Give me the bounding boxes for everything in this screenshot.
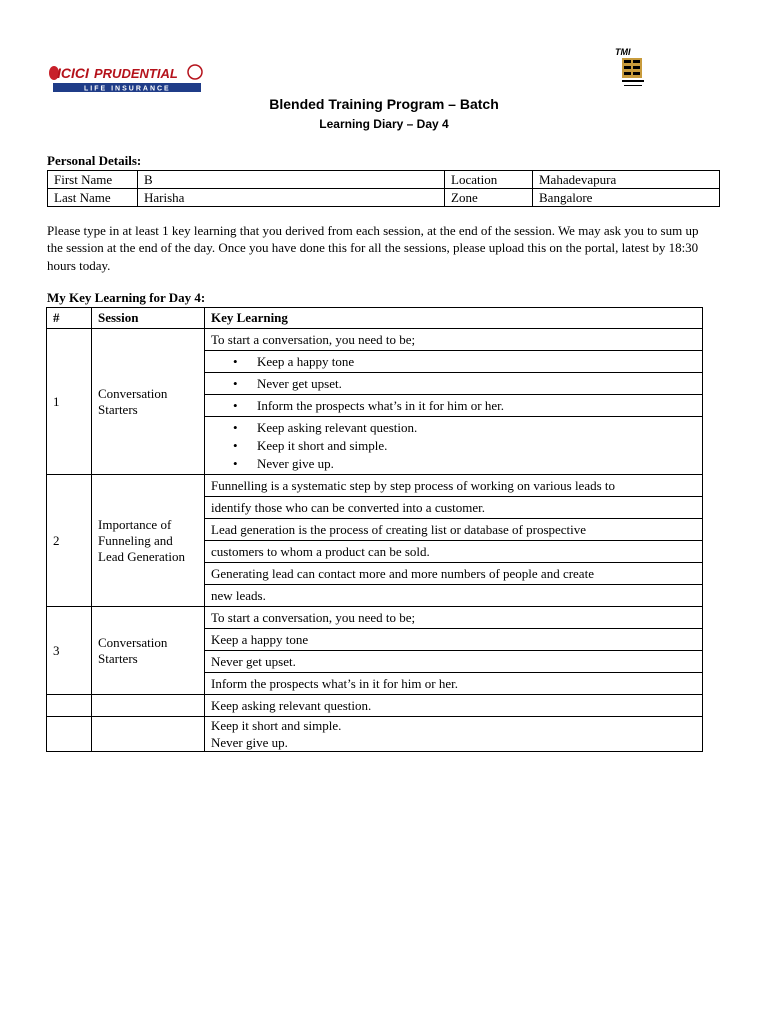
session-row bbox=[47, 607, 703, 629]
bullet-item: • Never give up. bbox=[211, 455, 696, 473]
key-learning-table bbox=[46, 307, 703, 752]
bullet-item: • Never get upset. bbox=[211, 375, 696, 393]
last-name-value: Harisha bbox=[138, 189, 445, 207]
icici-prudential-logo bbox=[44, 62, 208, 96]
empty-cell bbox=[92, 717, 205, 752]
key-learning-cell bbox=[205, 351, 703, 373]
session-number: 2 bbox=[47, 475, 92, 607]
session-name: Conversation Starters bbox=[92, 329, 205, 475]
zone-label: Zone bbox=[445, 189, 533, 207]
location-value: Mahadevapura bbox=[533, 171, 720, 189]
last-name-label: Last Name bbox=[48, 189, 138, 207]
key-learning-cell bbox=[205, 373, 703, 395]
key-learning-cell: identify those who can be converted into a customer. bbox=[205, 497, 703, 519]
session-row bbox=[47, 475, 703, 497]
bullet-item: • Keep asking relevant question. bbox=[211, 419, 696, 437]
key-learning-cell bbox=[205, 417, 703, 475]
first-name-label: First Name bbox=[48, 171, 138, 189]
svg-text:ICICI: ICICI bbox=[57, 65, 89, 81]
instructions-paragraph: Please type in at least 1 key learning that you derived from each session, at the end of the session. We may ask you to sum up the session at the end of the day. Once you have done this for all the sessions, please upload this on the portal, latest by 18:30 hours today. bbox=[47, 223, 699, 273]
location-label: Location bbox=[445, 171, 533, 189]
personal-details-label: Personal Details: bbox=[47, 153, 142, 168]
document-subtitle: Learning Diary – Day 4 bbox=[319, 117, 449, 131]
empty-cell bbox=[47, 717, 92, 752]
key-learning-cell: Generating lead can contact more and more numbers of people and create bbox=[205, 563, 703, 585]
zone-value: Bangalore bbox=[533, 189, 720, 207]
extra-row bbox=[47, 717, 703, 752]
session-name: Importance of Funneling and Lead Generation bbox=[92, 475, 205, 607]
key-learning-label: My Key Learning for Day 4: bbox=[47, 290, 206, 305]
svg-text:TMI: TMI bbox=[615, 47, 631, 57]
key-learning-cell: Keep a happy tone bbox=[205, 629, 703, 651]
empty-cell bbox=[47, 695, 92, 717]
bullet-item: • Inform the prospects what’s in it for him or her. bbox=[211, 397, 696, 415]
key-learning-line: Keep it short and simple. bbox=[211, 718, 342, 733]
key-learning-cell: new leads. bbox=[205, 585, 703, 607]
header-number: # bbox=[47, 308, 92, 329]
first-name-value: B bbox=[138, 171, 445, 189]
tmi-academy-logo bbox=[612, 46, 648, 90]
svg-text:LIFE INSURANCE: LIFE INSURANCE bbox=[84, 85, 171, 93]
session-row bbox=[47, 329, 703, 351]
key-learning-cell: Funnelling is a systematic step by step process of working on various leads to bbox=[205, 475, 703, 497]
bullet-item: • Keep a happy tone bbox=[211, 353, 696, 371]
svg-text:PRUDENTIAL: PRUDENTIAL bbox=[94, 66, 178, 81]
key-learning-cell: Lead generation is the process of creating list or database of prospective bbox=[205, 519, 703, 541]
key-learning-cell: customers to whom a product can be sold. bbox=[205, 541, 703, 563]
header-key-learning: Key Learning bbox=[205, 308, 703, 329]
session-number: 1 bbox=[47, 329, 92, 475]
header-session: Session bbox=[92, 308, 205, 329]
bullet-item: • Keep it short and simple. bbox=[211, 437, 696, 455]
key-learning-cell: Keep asking relevant question. bbox=[205, 695, 703, 717]
key-learning-line: Never give up. bbox=[211, 735, 288, 750]
empty-cell bbox=[92, 695, 205, 717]
key-learning-cell: To start a conversation, you need to be; bbox=[205, 329, 703, 351]
key-learning-cell: To start a conversation, you need to be; bbox=[205, 607, 703, 629]
personal-details-table bbox=[47, 170, 720, 207]
key-learning-cell bbox=[205, 395, 703, 417]
key-learning-cell bbox=[205, 717, 703, 752]
key-learning-cell: Inform the prospects what’s in it for him or her. bbox=[205, 673, 703, 695]
session-number: 3 bbox=[47, 607, 92, 695]
session-name: Conversation Starters bbox=[92, 607, 205, 695]
document-title: Blended Training Program – Batch bbox=[269, 96, 499, 112]
extra-row bbox=[47, 695, 703, 717]
key-learning-cell: Never get upset. bbox=[205, 651, 703, 673]
